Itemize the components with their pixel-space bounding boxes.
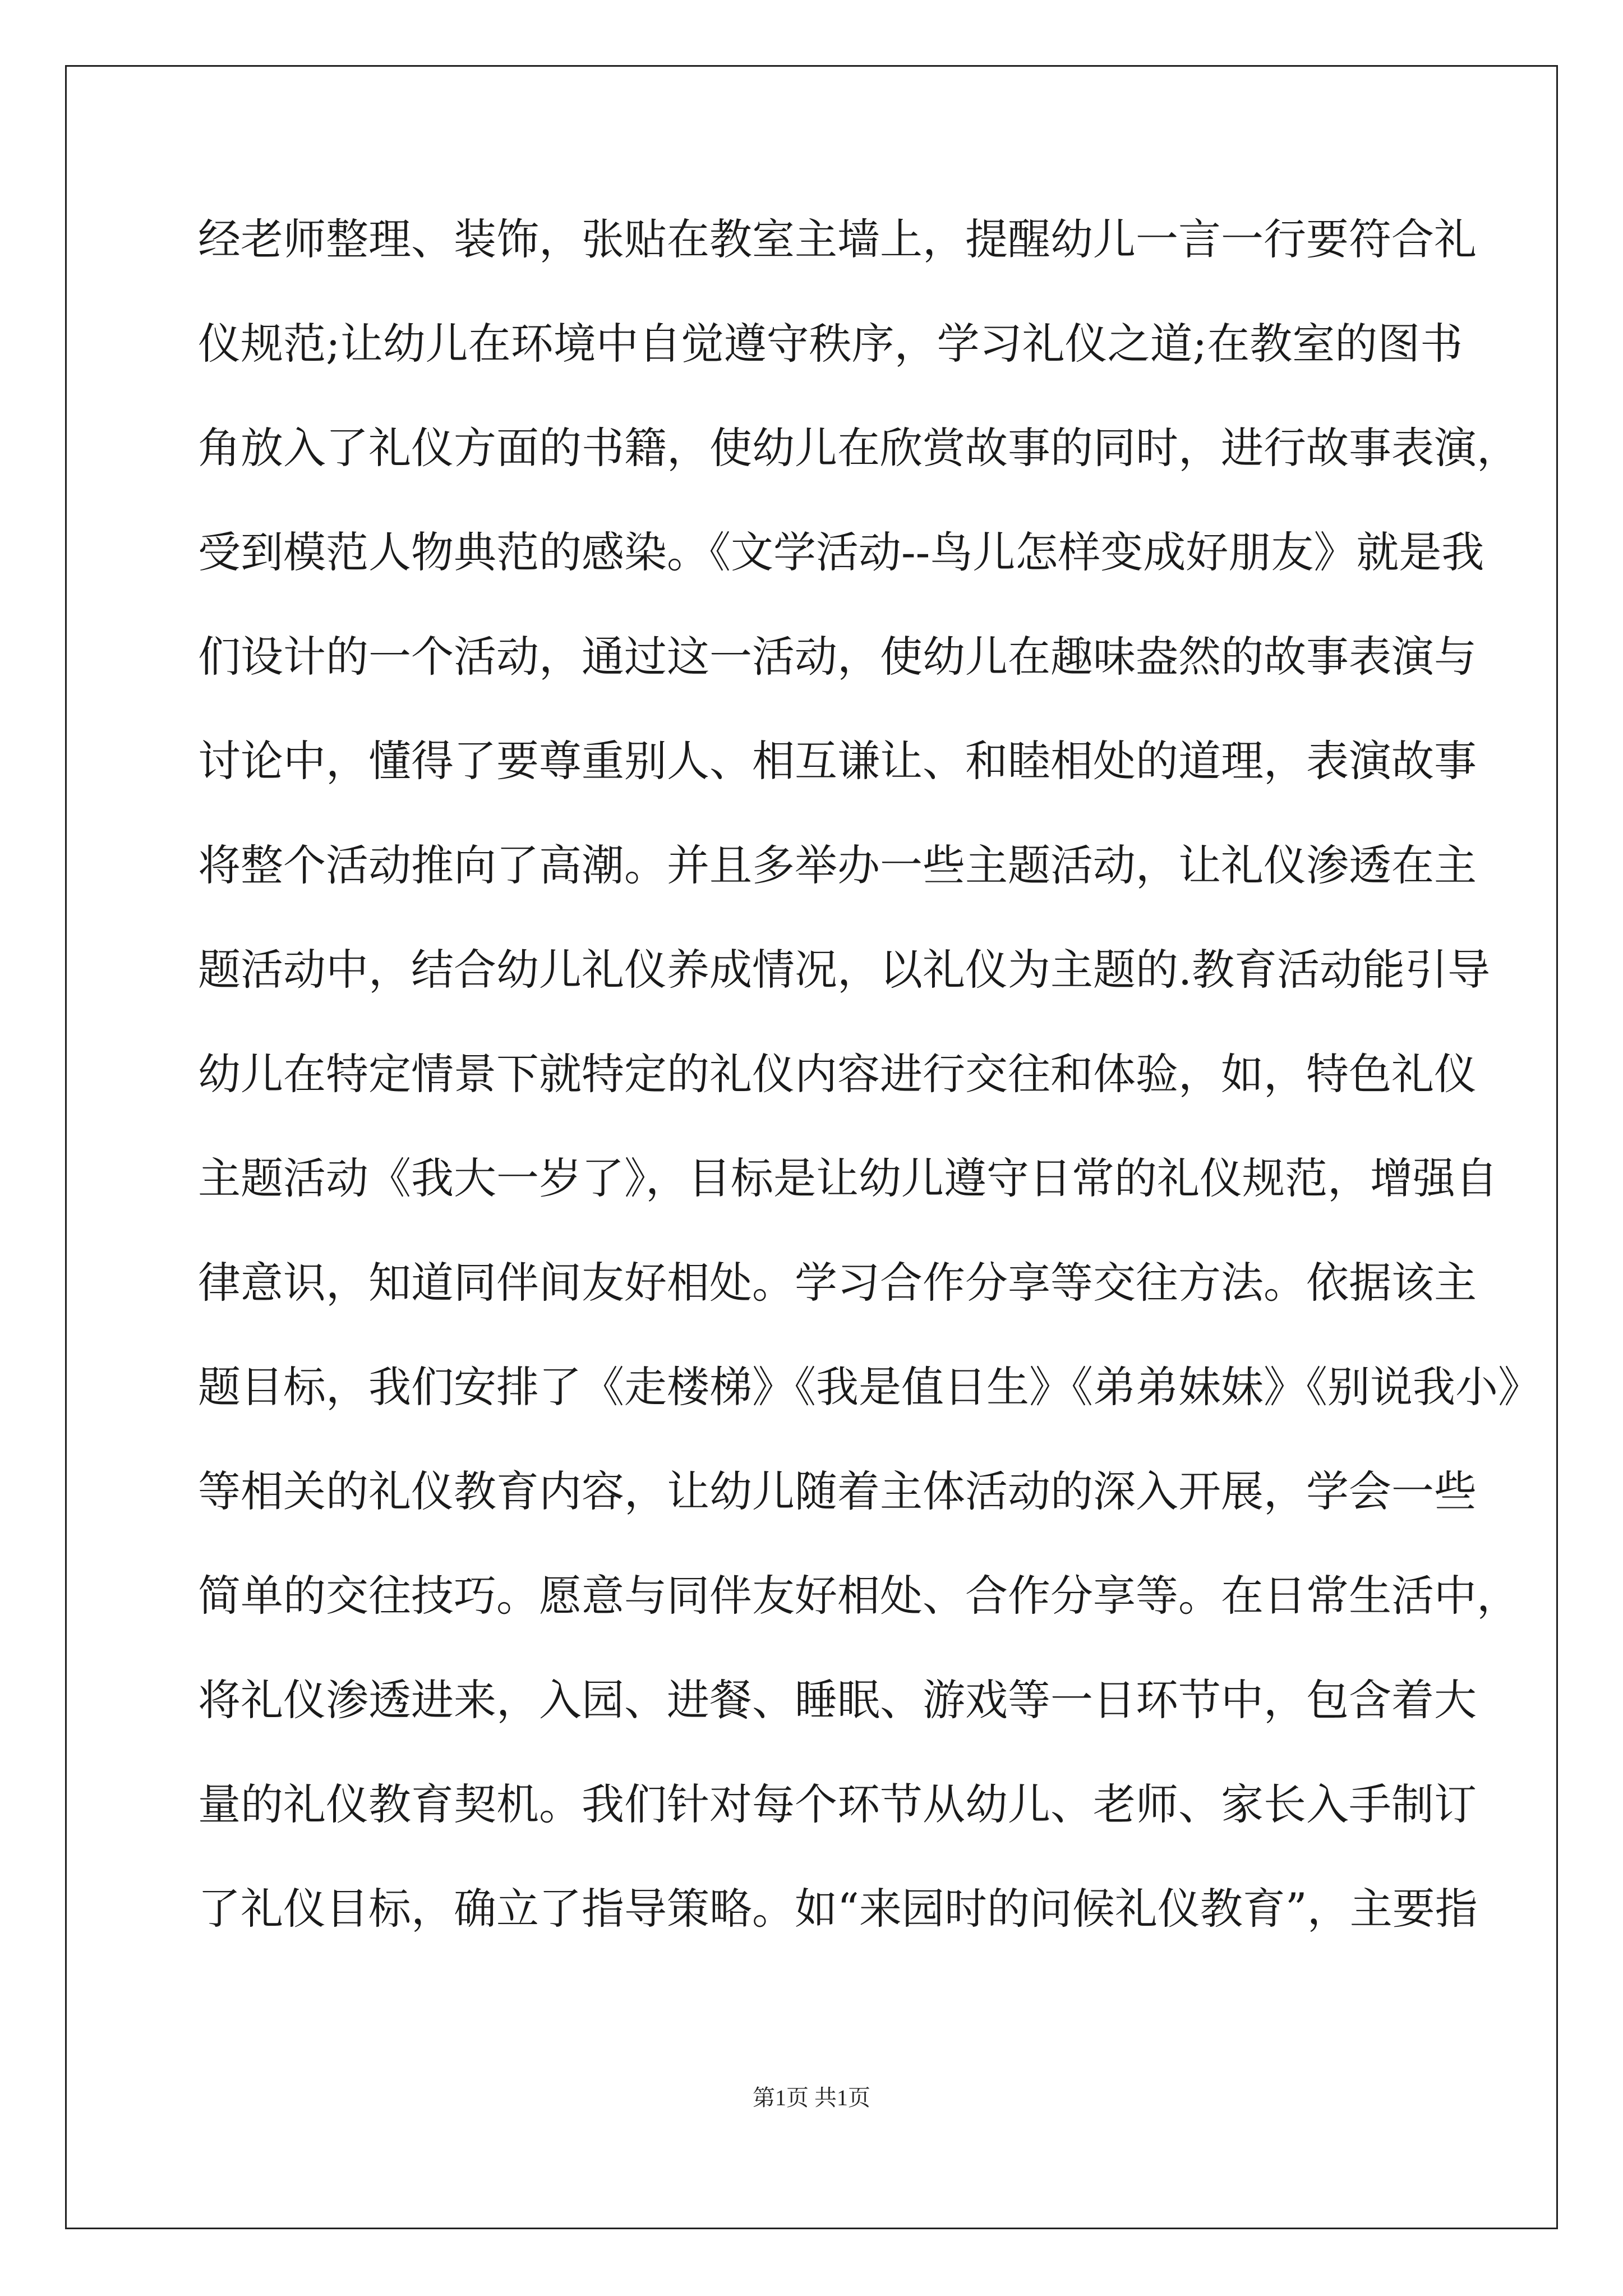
page-number-footer: 第1页 共1页 (753, 2085, 870, 2110)
text-line: 将整个活动推向了高潮。并且多举办一些主题活动，让礼仪渗透在主 (198, 840, 1477, 890)
text-line: 主题活动《我大一岁了》，目标是让幼儿遵守日常的礼仪规范，增强自 (198, 1153, 1498, 1203)
text-line: 将礼仪渗透进来，入园、进餐、睡眠、游戏等一日环节中，包含着大 (198, 1675, 1477, 1725)
text-line: 题活动中，结合幼儿礼仪养成情况，以礼仪为主题的.教育活动能引导 (198, 945, 1491, 995)
text-line: 经老师整理、装饰，张贴在教室主墙上，提醒幼儿一言一行要符合礼 (198, 214, 1477, 264)
text-line: 了礼仪目标，确立了指导策略。如“来园时的问候礼仪教育”，主要指 (198, 1884, 1478, 1934)
text-line: 题目标，我们安排了《走楼梯》《我是值日生》《弟弟妹妹》《别说我小》 (198, 1362, 1541, 1412)
document-body (198, 209, 1541, 1982)
text-line: 量的礼仪教育契机。我们针对每个环节从幼儿、老师、家长入手制订 (198, 1779, 1477, 1829)
text-line: 们设计的一个活动，通过这一活动，使幼儿在趣味盎然的故事表演与 (198, 632, 1477, 682)
text-line: 等相关的礼仪教育内容，让幼儿随着主体活动的深入开展，学会一些 (198, 1466, 1477, 1516)
text-line: 角放入了礼仪方面的书籍，使幼儿在欣赏故事的同时，进行故事表演， (198, 423, 1519, 473)
text-line: 受到模范人物典范的感染。《文学活动--鸟儿怎样变成好朋友》就是我 (198, 527, 1484, 577)
text-line: 律意识，知道同伴间友好相处。学习合作分享等交往方法。依据该主 (198, 1258, 1477, 1308)
text-line: 简单的交往技巧。愿意与同伴友好相处、合作分享等。在日常生活中， (198, 1571, 1519, 1621)
text-line: 讨论中，懂得了要尊重别人、相互谦让、和睦相处的道理，表演故事 (198, 736, 1477, 786)
text-line: 幼儿在特定情景下就特定的礼仪内容进行交往和体验，如，特色礼仪 (198, 1049, 1477, 1099)
text-line: 仪规范;让幼儿在环境中自觉遵守秩序，学习礼仪之道;在教室的图书 (198, 319, 1463, 369)
